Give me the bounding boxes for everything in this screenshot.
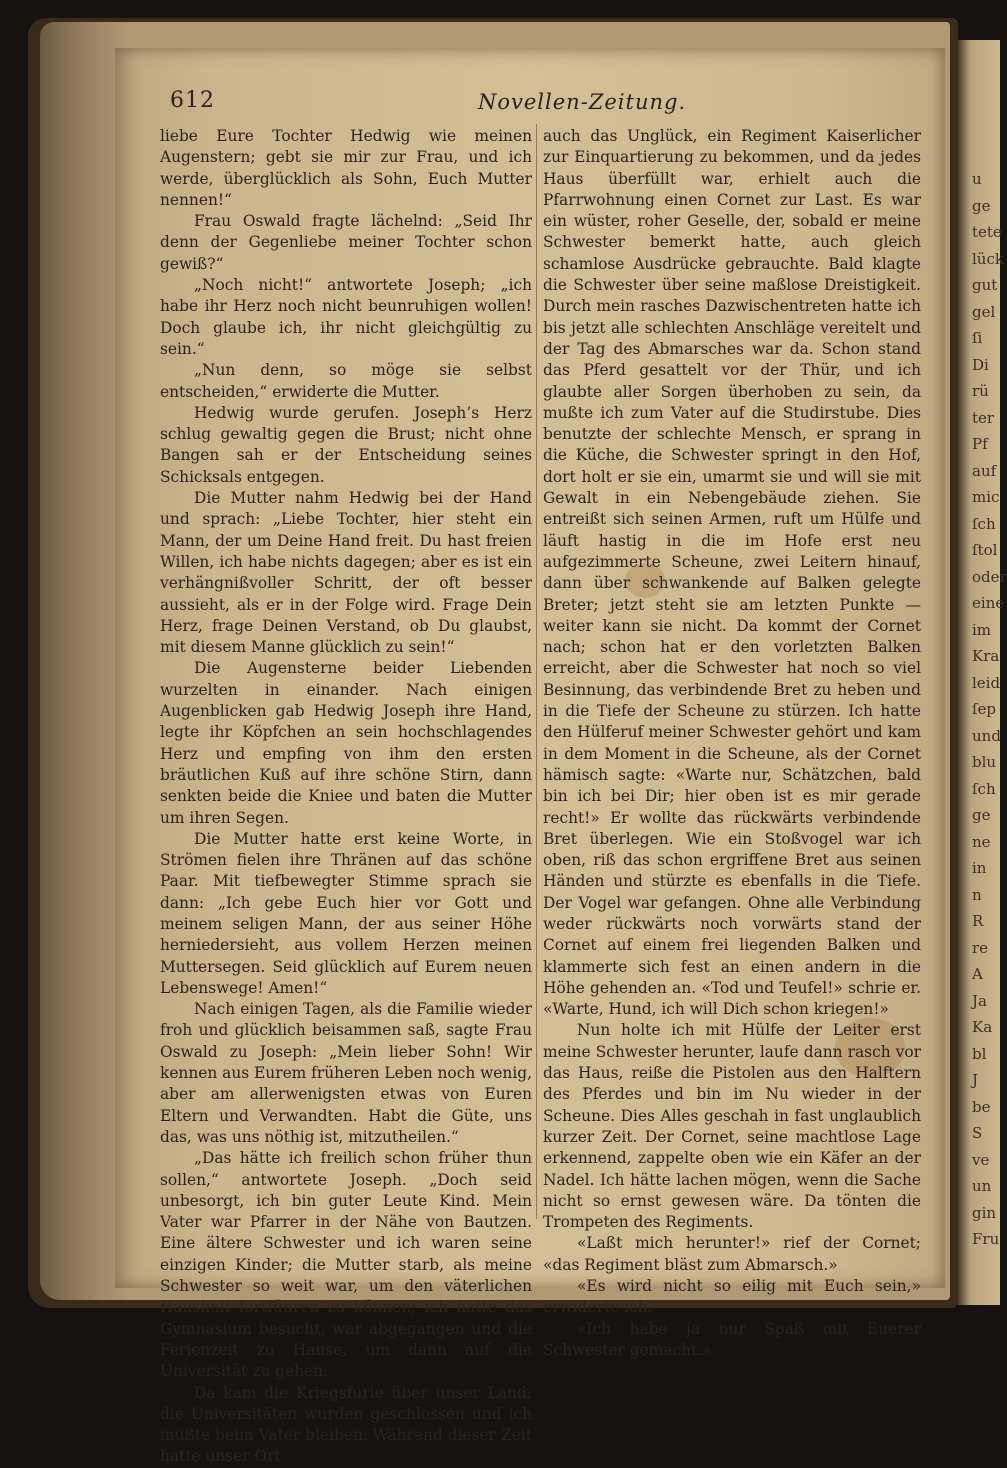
paragraph: Da kam die Kriegsfurie über unser Land; die Universitäten wurden geschlossen und ich mußte beim Vater bleiben. Während dieser Zeit hatte unser Ort	[160, 1383, 532, 1466]
facing-page-fragment: J	[972, 1071, 979, 1089]
facing-page-fragment: ſi	[972, 329, 983, 347]
facing-page-fragment: Pf	[972, 435, 988, 453]
facing-page-fragment: be	[972, 1097, 991, 1116]
paragraph: auch das Unglück, ein Regiment Kaiserlicher zur Einquartierung zu bekommen, und da jedes Haus überfüllt war, erhielt auch die Pfarrwohnung einen Cornet zur Last. Es war ein wüster, roher Geselle, der, sobald er meine Schwester bemerkt hatte, auch gleich schamlose Ausdrücke gebrauchte. Bald klagte die Schwester über seine maßlose Dreistigkeit. Durch mein rasches Dazwischentreten hatte ich bis jetzt alle schlechten Anschläge vereitelt und der Tag des Abmarsches war da. Schon stand das Pferd gesattelt vor der Thür, und ich glaubte aller Sorgen überhoben zu sein, da mußte ich zum Vater auf die Studirstube. Dies benutzte der schlechte Mensch, er sprang in die Küche, die Schwester springt in den Hof, dort holt er sie ein, umarmt sie und will sie mit Gewalt in ein Nebengebäude ziehen. Sie entreißt sich seinen Armen, ruft um Hülfe und läuft hastig in die im Hofe erst neu aufgezimmerte Scheune, zwei Leitern hinauf, dann über schwankende auf Balken gelegte Breter; jetzt steht sie am letzten Punkte — weiter kann sie nicht. Da kommt der Cornet nach; schon hat er den vorletzten Balken erreicht, aber die Schwester hat noch so viel Besinnung, das verbindende Bret zu heben und in die Tiefe der Scheune zu stürzen. Ich hatte den Hülferuf meiner Schwester gehört und kam in dem Moment in die Scheune, als der Cornet hämisch sagte: «Warte nur, Schätzchen, bald bin ich bei Dir; hier oben ist es mir gerade recht!» Er wollte das rückwärts verbindende Bret überlegen. Wie ein Stoßvogel war ich oben, riß das schon ergriffene Bret aus seinen Händen und stürzte es ebenfalls in die Tiefe. Der Vogel war gefangen. Ohne alle Verbindung weder rückwärts noch vorwärts stand der Cornet auf einem frei liegenden Balken und klammerte sich fest an einen andern in die Höhe gehenden an. «Tod und Teufel!» schrie er. «Warte, Hund, ich will Dich schon kriegen!»	[543, 127, 921, 1019]
paragraph: Die Mutter nahm Hedwig bei der Hand und sprach: „Liebe Tochter, hier steht ein Mann, der um Deine Hand freit. Du hast freien Willen, ich habe nichts dagegen; aber es ist ein verhängnißvoller Schritt, der oft besser aussieht, als er in der Folge wird. Frage Dein Herz, frage Deinen Verstand, ob Du glaubst, mit diesem Manne glücklich zu sein!“	[160, 489, 532, 657]
facing-page-fragment: eine	[972, 594, 1005, 612]
column-divider	[536, 124, 537, 1219]
paragraph: «Ich habe ja nur Spaß mit Euerer Schwester gemacht.»	[543, 1319, 921, 1359]
facing-page-fragment: und	[972, 726, 1001, 745]
facing-page-fragment: auf	[972, 461, 997, 480]
facing-page-fragment: rü	[972, 382, 989, 400]
facing-page-fragment: ve	[972, 1150, 990, 1169]
facing-page-fragment: blu	[972, 753, 997, 771]
facing-page-fragment: Fru	[972, 1230, 1000, 1248]
page-number: 612	[170, 88, 215, 113]
facing-page-fragment: gel	[972, 302, 996, 321]
paragraph: Hedwig wurde gerufen. Joseph’s Herz schlug gewaltig gegen die Brust; nicht ohne Bangen sah er der Entscheidung seines Schicksals entgegen.	[160, 403, 532, 486]
facing-page-fragment: gut	[972, 276, 998, 294]
paragraph: Nach einigen Tagen, als die Familie wieder froh und glücklich beisammen saß, sagte Frau Oswald zu Joseph: „Mein lieber Sohn! Wir kennen aus Eurem früheren Leben noch wenig, aber am allerwenigsten etwas von Euren Eltern und Verwandten. Habt die Güte, uns das, was uns nöthig ist, mitzutheilen.“	[160, 1000, 532, 1146]
facing-page-fragment: ge	[972, 806, 991, 824]
facing-page-fragment: ſep	[972, 700, 997, 718]
facing-page-fragment: gin	[972, 1203, 997, 1222]
running-header	[158, 88, 938, 118]
facing-page	[958, 40, 1007, 1305]
facing-page-fragment: ne	[972, 832, 991, 851]
facing-page-fragment: tete	[972, 223, 1002, 241]
paragraph: liebe Eure Tochter Hedwig wie meinen Augenstern; gebt sie mir zur Frau, und ich werde, überglücklich als Sohn, Euch Mutter nennen!“	[160, 127, 532, 209]
facing-page-fragment: ge	[972, 196, 991, 215]
facing-page-fragment: oder	[972, 567, 1007, 586]
facing-page-fragment: ter	[972, 408, 995, 427]
facing-page-fragment: im	[972, 620, 992, 639]
facing-page-fragment: in	[972, 859, 987, 877]
paragraph: Nun holte ich mit Hülfe der Leiter erst meine Schwester herunter, laufe dann rasch vor das Haus, reiße die Pistolen aus den Halftern des Pferdes und bin im Nu wieder in der Scheune. Dies Alles geschah in fast unglaublich kurzer Zeit. Der Cornet, seine machtlose Lage erkennend, zappelte oben wie ein Käfer an der Nadel. Ich hätte lachen mögen, wenn die Sache nicht so ernst gewesen wäre. Da tönten die Trompeten des Regiments.	[543, 1021, 921, 1232]
facing-page-fragment: A	[972, 965, 983, 983]
paragraph: «Laßt mich herunter!» rief der Cornet; «das Regiment bläst zum Abmarsch.»	[543, 1234, 921, 1274]
running-title: Novellen-Zeitung.	[478, 90, 687, 114]
facing-page-fragment: ſtol	[972, 541, 998, 559]
facing-page-fragment: lück	[972, 249, 1004, 268]
paragraph: Die Mutter hatte erst keine Worte, in Strömen fielen ihre Thränen auf das schöne Paar. Mit tiefbewegter Stimme sprach sie dann: „Ich gebe Euch hier vor Gott und meinem seligen Mann, der aus seiner Höhe herniedersieht, aus vollem Herzen meinen Muttersegen. Seid glücklich auf Eurem neuen Lebenswege! Amen!“	[160, 829, 532, 997]
facing-page-fragment: mic	[972, 488, 1000, 506]
facing-page-fragment: ſch	[972, 514, 996, 533]
facing-page-fragment: Kra	[972, 647, 1000, 665]
paragraph: „Nun denn, so möge sie selbst entscheiden,“ erwiderte die Mutter.	[160, 361, 532, 401]
facing-page-fragment: leid	[972, 673, 1001, 692]
paragraph: Die Augensterne beider Liebenden wurzelten in einander. Nach einigen Augenblicken gab Hedwig Joseph ihre Hand, legte ihr Köpfchen an sein hochschlagendes Herz und empfing von ihm den ersten bräutlichen Kuß auf ihre schöne Stirn, dann senkten beide die Kniee und baten die Mutter um ihren Segen.	[160, 659, 532, 827]
facing-page-fragment: ſch	[972, 779, 996, 798]
facing-page-fragment: re	[972, 938, 989, 957]
facing-page-fragment: un	[972, 1177, 992, 1195]
facing-page-fragment: R	[972, 912, 984, 930]
facing-page-fragment: Di	[972, 355, 989, 374]
paragraph: „Noch nicht!“ antwortete Joseph; „ich habe ihr Herz noch nicht beunruhigen wollen! Doch glaube ich, ihr nicht gleichgültig zu sein.“	[160, 276, 532, 358]
facing-page-fragment: S	[972, 1124, 983, 1142]
right-column	[543, 126, 921, 1361]
facing-page-fragment: n	[972, 885, 982, 904]
facing-page-fragment: Ka	[972, 1018, 993, 1036]
paragraph: «Es wird nicht so eilig mit Euch sein,» erwiderte ich.	[543, 1277, 921, 1317]
facing-page-fragment: Ja	[972, 991, 987, 1010]
facing-page-fragment: u	[972, 170, 982, 188]
left-column	[160, 126, 532, 1468]
facing-page-fragment: bl	[972, 1044, 987, 1063]
paragraph: „Das hätte ich freilich schon früher thun sollen,“ antwortete Joseph. „Doch seid unbesorgt, ich bin guter Leute Kind. Mein Vater war Pfarrer in der Nähe von Bautzen. Eine ältere Schwester und ich waren seine einzigen Kinder; die Mutter starb, als meine Schwester so weit war, um den väterlichen Haushalt fortführen zu können; ich hatte das Gymnasium besucht, war abgegangen und die Ferienzeit zu Hause, um dann auf die Universität zu gehen.	[160, 1149, 532, 1381]
paragraph: Frau Oswald fragte lächelnd: „Seid Ihr denn der Gegenliebe meiner Tochter schon gewiß?“	[160, 212, 532, 273]
